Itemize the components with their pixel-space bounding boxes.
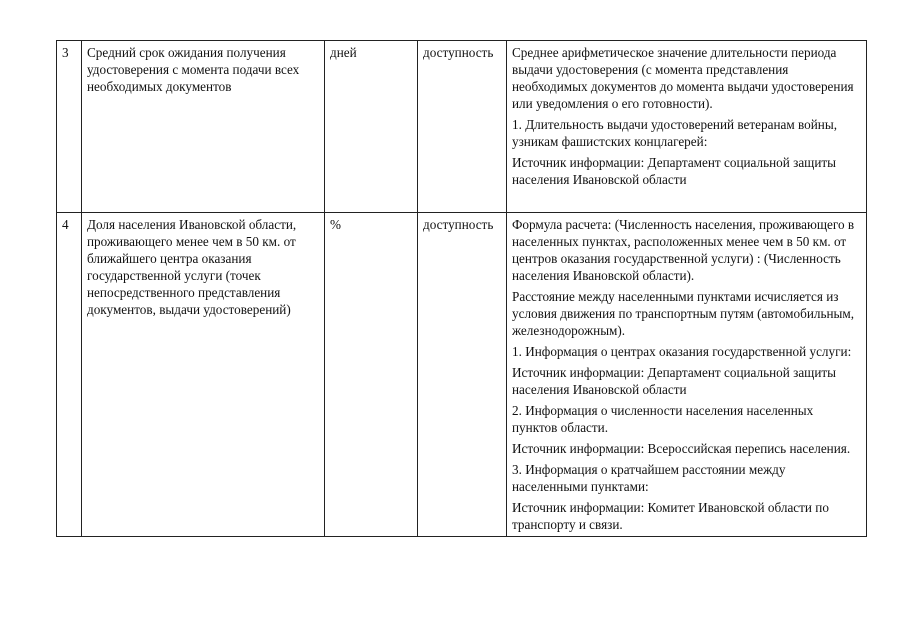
table-row xyxy=(57,41,867,213)
description-paragraph: Расстояние между населенными пунктами исчисляется из условия движения по транспортным путям (автомобильным, железнодорожным). xyxy=(512,289,855,338)
indicators-table xyxy=(56,40,867,537)
calculation-description xyxy=(507,41,867,213)
row-number: 3 xyxy=(57,41,82,213)
description-paragraph: Источник информации: Департамент социальной защиты населения Ивановской области xyxy=(512,155,837,187)
indicator-type: доступность xyxy=(418,213,507,537)
description-paragraph: Среднее арифметическое значение длительности периода выдачи удостоверения (с момента представления необходимых документов до момента выдачи удостоверения или уведомления о его готовности). xyxy=(512,45,854,111)
unit-of-measure: % xyxy=(325,213,418,537)
description-paragraph: Формула расчета: (Численность населения, проживающего в населенных пунктах, расположенных менее чем в 50 км. от центров оказания государственной услуги) : (Численность населения Ивановской области). xyxy=(512,217,855,283)
table-row xyxy=(57,213,867,537)
indicator-type: доступность xyxy=(418,41,507,213)
description-paragraph: 2. Информация о численности населения населенных пунктов области. xyxy=(512,403,814,435)
description-paragraph: 3. Информация о кратчайшем расстоянии между населенными пунктами: xyxy=(512,462,786,494)
indicator-name: Доля населения Ивановской области, проживающего менее чем в 50 км. от ближайшего центра оказания государственной услуги (точек непосредственного представления документов, выдачи удостоверений) xyxy=(82,213,325,537)
description-paragraph: Источник информации: Всероссийская перепись населения. xyxy=(512,441,851,456)
indicator-name: Средний срок ожидания получения удостоверения с момента подачи всех необходимых документов xyxy=(82,41,325,213)
description-paragraph: 1. Информация о центрах оказания государственной услуги: xyxy=(512,344,852,359)
description-paragraph: 1. Длительность выдачи удостоверений ветеранам войны, узникам фашистских концлагерей: xyxy=(512,117,838,149)
description-paragraph: Источник информации: Комитет Ивановской области по транспорту и связи. xyxy=(512,500,829,532)
description-paragraph: Источник информации: Департамент социальной защиты населения Ивановской области xyxy=(512,365,837,397)
row-number: 4 xyxy=(57,213,82,537)
calculation-description xyxy=(507,213,867,537)
unit-of-measure: дней xyxy=(325,41,418,213)
